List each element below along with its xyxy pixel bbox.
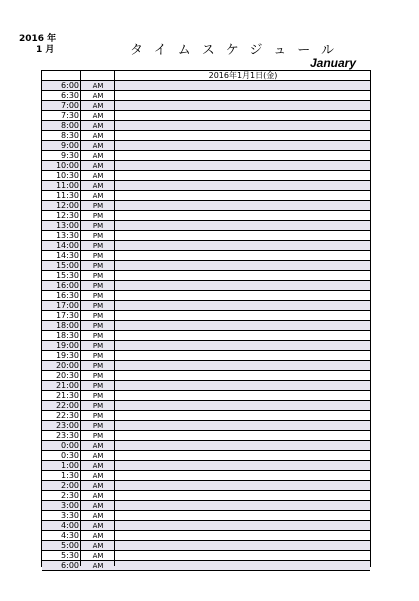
time-cell: 9:30 <box>61 151 79 160</box>
table-row[interactable] <box>42 551 370 561</box>
time-cell: 4:30 <box>61 531 79 540</box>
time-cell: 21:00 <box>55 381 79 390</box>
table-row[interactable] <box>42 391 370 401</box>
table-row[interactable] <box>42 141 370 151</box>
time-cell: 23:00 <box>55 421 79 430</box>
ampm-cell: PM <box>92 382 104 390</box>
ampm-cell: AM <box>92 152 104 160</box>
date-label: 2016年1月1日(金) <box>208 71 278 80</box>
month-label: 1 月 <box>36 45 55 55</box>
time-cell: 6:00 <box>61 81 79 90</box>
table-row[interactable] <box>42 441 370 451</box>
time-cell: 16:30 <box>55 291 79 300</box>
ampm-cell: PM <box>92 282 104 290</box>
ampm-cell: AM <box>92 182 104 190</box>
ampm-cell: AM <box>92 522 104 530</box>
ampm-cell: AM <box>92 192 104 200</box>
time-cell: 21:30 <box>55 391 79 400</box>
ampm-cell: AM <box>92 132 104 140</box>
table-row[interactable] <box>42 401 370 411</box>
table-row[interactable] <box>42 501 370 511</box>
table-row[interactable] <box>42 381 370 391</box>
ampm-cell: AM <box>92 172 104 180</box>
time-cell: 20:30 <box>55 371 79 380</box>
ampm-cell: PM <box>92 372 104 380</box>
table-row[interactable] <box>42 561 370 571</box>
table-row[interactable] <box>42 481 370 491</box>
table-row[interactable] <box>42 241 370 251</box>
time-cell: 3:00 <box>61 501 79 510</box>
time-cell: 5:30 <box>61 551 79 560</box>
ampm-cell: AM <box>92 482 104 490</box>
table-row[interactable] <box>42 321 370 331</box>
time-cell: 8:30 <box>61 131 79 140</box>
time-cell: 8:00 <box>61 121 79 130</box>
ampm-cell: AM <box>92 502 104 510</box>
time-cell: 14:00 <box>55 241 79 250</box>
table-row[interactable] <box>42 311 370 321</box>
table-row[interactable] <box>42 331 370 341</box>
table-row[interactable] <box>42 201 370 211</box>
time-cell: 18:30 <box>55 331 79 340</box>
table-row[interactable] <box>42 341 370 351</box>
ampm-cell: PM <box>92 412 104 420</box>
time-cell: 4:00 <box>61 521 79 530</box>
ampm-cell: AM <box>92 532 104 540</box>
month-name: January <box>310 56 357 70</box>
table-row[interactable] <box>42 421 370 431</box>
ampm-cell: PM <box>92 292 104 300</box>
ampm-cell: PM <box>92 242 104 250</box>
table-row[interactable] <box>42 541 370 551</box>
table-row[interactable] <box>42 531 370 541</box>
ampm-cell: PM <box>92 252 104 260</box>
table-row[interactable] <box>42 91 370 101</box>
table-row[interactable] <box>42 461 370 471</box>
ampm-cell: PM <box>92 422 104 430</box>
ampm-cell: PM <box>92 402 104 410</box>
table-row[interactable] <box>42 151 370 161</box>
time-cell: 3:30 <box>61 511 79 520</box>
table-row[interactable] <box>42 121 370 131</box>
ampm-cell: PM <box>92 342 104 350</box>
time-cell: 2:30 <box>61 491 79 500</box>
time-cell: 12:30 <box>55 211 79 220</box>
time-cell: 17:30 <box>55 311 79 320</box>
ampm-cell: AM <box>92 82 104 90</box>
time-cell: 10:00 <box>55 161 79 170</box>
ampm-cell: AM <box>92 552 104 560</box>
ampm-cell: PM <box>92 272 104 280</box>
table-row[interactable] <box>42 161 370 171</box>
ampm-cell: AM <box>92 462 104 470</box>
table-row[interactable] <box>42 191 370 201</box>
time-cell: 13:00 <box>55 221 79 230</box>
time-cell: 22:00 <box>55 401 79 410</box>
ampm-cell: AM <box>92 562 104 570</box>
ampm-cell: PM <box>92 362 104 370</box>
page-title: タイムスケジュール <box>130 43 345 58</box>
ampm-cell: PM <box>92 392 104 400</box>
ampm-cell: AM <box>92 442 104 450</box>
ampm-cell: PM <box>92 352 104 360</box>
ampm-cell: PM <box>92 232 104 240</box>
ampm-cell: PM <box>92 202 104 210</box>
time-cell: 11:00 <box>55 181 79 190</box>
time-cell: 20:00 <box>55 361 79 370</box>
table-row[interactable] <box>42 301 370 311</box>
table-row[interactable] <box>42 291 370 301</box>
table-row[interactable] <box>42 251 370 261</box>
ampm-cell: PM <box>92 432 104 440</box>
table-row[interactable] <box>42 211 370 221</box>
table-row[interactable] <box>42 491 370 501</box>
time-cell: 19:30 <box>55 351 79 360</box>
time-cell: 14:30 <box>55 251 79 260</box>
time-cell: 5:00 <box>61 541 79 550</box>
table-row[interactable] <box>42 411 370 421</box>
table-row[interactable] <box>42 271 370 281</box>
schedule-table <box>41 70 371 570</box>
time-cell: 23:30 <box>55 431 79 440</box>
time-cell: 15:30 <box>55 271 79 280</box>
ampm-cell: AM <box>92 162 104 170</box>
time-cell: 6:00 <box>61 561 79 570</box>
ampm-cell: PM <box>92 312 104 320</box>
ampm-cell: PM <box>92 212 104 220</box>
ampm-cell: PM <box>92 262 104 270</box>
ampm-cell: AM <box>92 512 104 520</box>
ampm-cell: AM <box>92 122 104 130</box>
table-row[interactable] <box>42 451 370 461</box>
table-row[interactable] <box>42 231 370 241</box>
time-cell: 1:30 <box>61 471 79 480</box>
ampm-cell: PM <box>92 322 104 330</box>
table-row[interactable] <box>42 521 370 531</box>
time-cell: 0:30 <box>61 451 79 460</box>
ampm-cell: PM <box>92 222 104 230</box>
time-cell: 13:30 <box>55 231 79 240</box>
table-row[interactable] <box>42 431 370 441</box>
table-row[interactable] <box>42 111 370 121</box>
time-cell: 0:00 <box>61 441 79 450</box>
time-cell: 7:30 <box>61 111 79 120</box>
table-row[interactable] <box>42 81 370 91</box>
table-row[interactable] <box>42 511 370 521</box>
table-row[interactable] <box>42 181 370 191</box>
table-row[interactable] <box>42 361 370 371</box>
ampm-cell: PM <box>92 302 104 310</box>
table-row[interactable] <box>42 351 370 361</box>
ampm-cell: AM <box>92 492 104 500</box>
table-row[interactable] <box>42 261 370 271</box>
column-divider-ampm <box>114 71 115 566</box>
time-cell: 22:30 <box>55 411 79 420</box>
time-cell: 9:00 <box>61 141 79 150</box>
ampm-cell: AM <box>92 452 104 460</box>
time-cell: 1:00 <box>61 461 79 470</box>
time-cell: 18:00 <box>55 321 79 330</box>
time-cell: 12:00 <box>55 201 79 210</box>
time-cell: 7:00 <box>61 101 79 110</box>
ampm-cell: AM <box>92 142 104 150</box>
time-cell: 6:30 <box>61 91 79 100</box>
schedule-header-row <box>42 71 370 81</box>
time-cell: 11:30 <box>55 191 79 200</box>
column-divider-time <box>80 71 81 566</box>
ampm-cell: AM <box>92 472 104 480</box>
table-row[interactable] <box>42 471 370 481</box>
table-row[interactable] <box>42 101 370 111</box>
table-row[interactable] <box>42 171 370 181</box>
table-row[interactable] <box>42 281 370 291</box>
time-cell: 19:00 <box>55 341 79 350</box>
table-row[interactable] <box>42 221 370 231</box>
ampm-cell: AM <box>92 102 104 110</box>
ampm-cell: AM <box>92 92 104 100</box>
year-label: 2016 年 <box>19 34 57 44</box>
time-cell: 17:00 <box>55 301 79 310</box>
time-cell: 2:00 <box>61 481 79 490</box>
table-row[interactable] <box>42 371 370 381</box>
time-cell: 10:30 <box>55 171 79 180</box>
ampm-cell: AM <box>92 112 104 120</box>
ampm-cell: PM <box>92 332 104 340</box>
ampm-cell: AM <box>92 542 104 550</box>
time-cell: 16:00 <box>55 281 79 290</box>
table-row[interactable] <box>42 131 370 141</box>
time-cell: 15:00 <box>55 261 79 270</box>
